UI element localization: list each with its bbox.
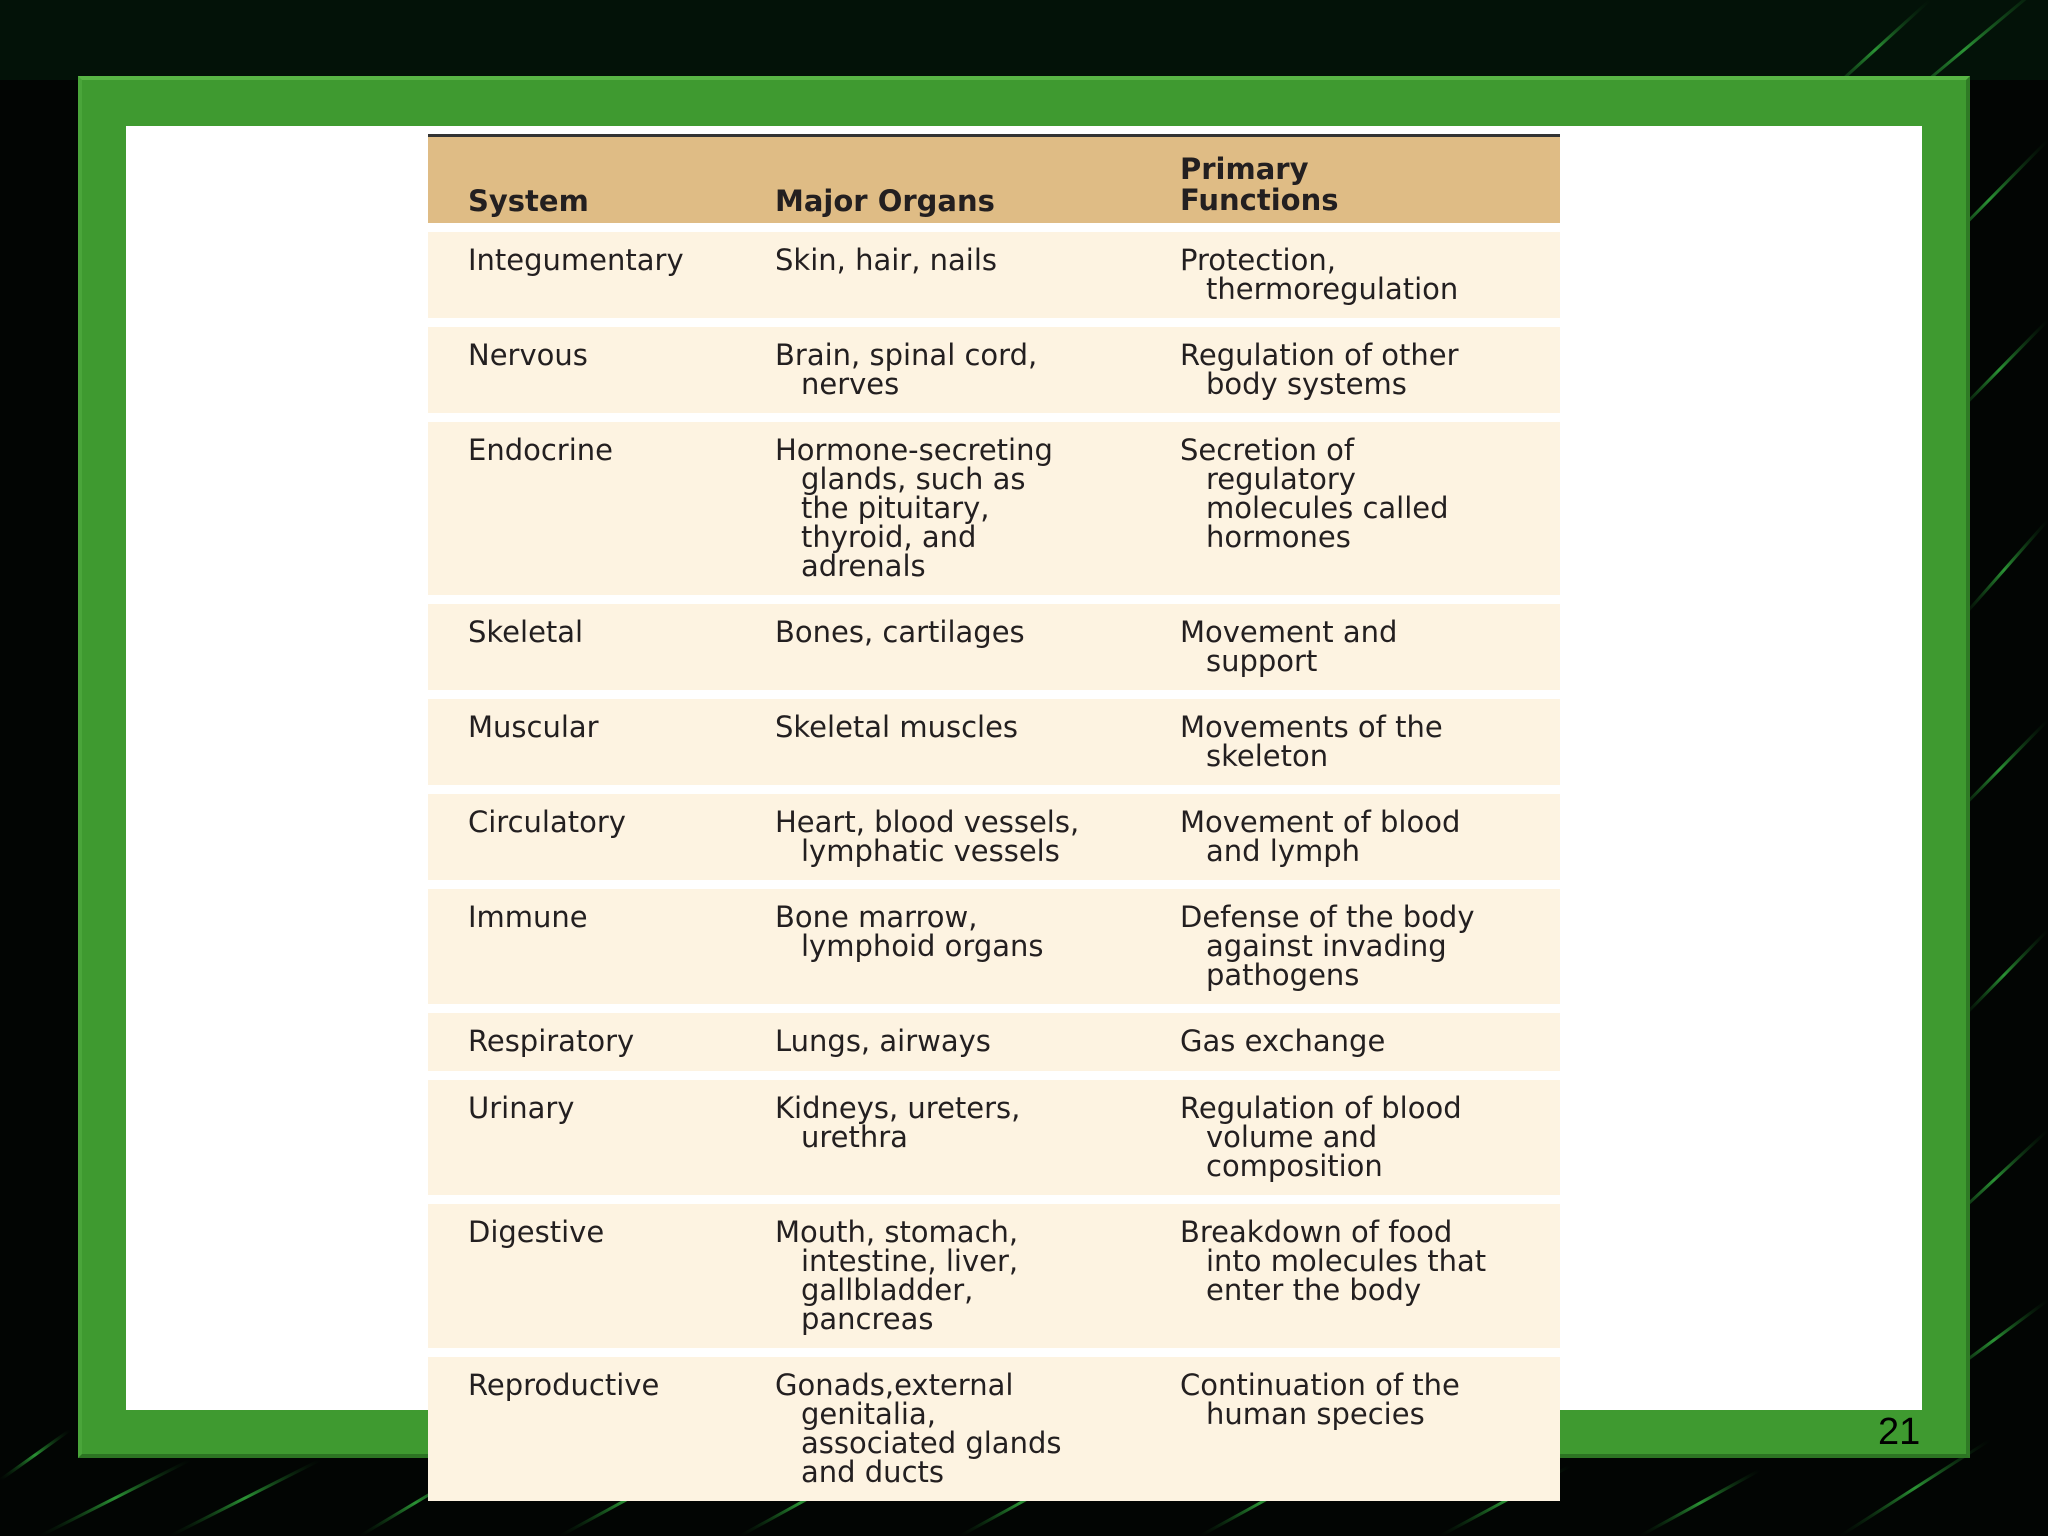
- cell-text-line: volume and: [1206, 1120, 1378, 1154]
- table-cell-functions: [1180, 900, 1475, 992]
- table-cell-organs: [775, 710, 1019, 744]
- header-line: Primary: [1180, 152, 1309, 186]
- table-cell-functions: [1180, 1215, 1487, 1307]
- table-row: [428, 232, 1560, 318]
- table-row: [428, 794, 1560, 880]
- table-row: [428, 327, 1560, 413]
- cell-text-line: skeleton: [1206, 739, 1329, 773]
- page-number: 21: [1878, 1411, 1921, 1453]
- cell-text-line: Skeletal: [468, 615, 584, 649]
- cell-text-line: Reproductive: [468, 1368, 660, 1402]
- cell-text-line: hormones: [1206, 520, 1351, 554]
- cell-text-line: Hormone-secreting: [775, 433, 1053, 467]
- cell-text-line: nerves: [801, 367, 900, 401]
- cell-text-line: genitalia,: [801, 1397, 936, 1431]
- table-cell-functions: [1180, 338, 1459, 401]
- cell-text-line: regulatory: [1206, 462, 1356, 496]
- table-cell-system: [468, 243, 684, 277]
- cell-text-line: Kidneys, ureters,: [775, 1091, 1021, 1125]
- cell-text-line: composition: [1206, 1149, 1383, 1183]
- header-major-organs: [775, 186, 995, 217]
- cell-text-line: body systems: [1206, 367, 1407, 401]
- table-row: [428, 1013, 1560, 1071]
- cell-text-line: thyroid, and: [801, 520, 977, 554]
- table-cell-organs: [775, 615, 1025, 649]
- table-cell-system: [468, 805, 626, 839]
- table-row: [428, 1357, 1560, 1501]
- cell-text-line: the pituitary,: [801, 491, 990, 525]
- cell-text-line: Gonads,external: [775, 1368, 1014, 1402]
- table-cell-organs: [775, 243, 998, 277]
- cell-text-line: Brain, spinal cord,: [775, 338, 1038, 372]
- cell-text-line: Mouth, stomach,: [775, 1215, 1019, 1249]
- cell-text-line: Bones, cartilages: [775, 615, 1025, 649]
- cell-text-line: glands, such as: [801, 462, 1026, 496]
- cell-text-line: intestine, liver,: [801, 1244, 1019, 1278]
- table-cell-system: [468, 615, 584, 649]
- cell-text-line: Heart, blood vessels,: [775, 805, 1080, 839]
- body-systems-table: [428, 134, 1560, 1489]
- table-cell-functions: [1180, 1024, 1386, 1058]
- cell-text-line: adrenals: [801, 549, 926, 583]
- table-cell-organs: [775, 1368, 1062, 1489]
- cell-text-line: molecules called: [1206, 491, 1449, 525]
- cell-text-line: Skeletal muscles: [775, 710, 1019, 744]
- cell-text-line: Movement of blood: [1180, 805, 1461, 839]
- cell-text-line: Urinary: [468, 1091, 575, 1125]
- cell-text-line: against invading: [1206, 929, 1447, 963]
- cell-text-line: Nervous: [468, 338, 588, 372]
- cell-text-line: Gas exchange: [1180, 1024, 1386, 1058]
- cell-text-line: support: [1206, 644, 1318, 678]
- header-primary-functions: [1180, 154, 1338, 216]
- table-cell-organs: [775, 338, 1038, 401]
- header-line: Functions: [1180, 183, 1339, 217]
- table-cell-functions: [1180, 1091, 1462, 1183]
- table-header-row: [428, 137, 1560, 223]
- table-cell-organs: [775, 805, 1080, 868]
- table-cell-system: [468, 1024, 635, 1058]
- cell-text-line: Respiratory: [468, 1024, 635, 1058]
- table-cell-functions: [1180, 710, 1443, 773]
- cell-text-line: and ducts: [801, 1455, 944, 1489]
- cell-text-line: Digestive: [468, 1215, 605, 1249]
- cell-text-line: human species: [1206, 1397, 1425, 1431]
- cell-text-line: Circulatory: [468, 805, 626, 839]
- cell-text-line: Lungs, airways: [775, 1024, 991, 1058]
- cell-text-line: pathogens: [1206, 958, 1360, 992]
- table-cell-functions: [1180, 615, 1398, 678]
- table-cell-functions: [1180, 433, 1449, 554]
- table-cell-system: [468, 338, 588, 372]
- cell-text-line: Movement and: [1180, 615, 1398, 649]
- cell-text-line: enter the body: [1206, 1273, 1422, 1307]
- header-line: Major Organs: [775, 184, 995, 218]
- cell-text-line: Continuation of the: [1180, 1368, 1460, 1402]
- cell-text-line: lymphoid organs: [801, 929, 1044, 963]
- cell-text-line: Regulation of blood: [1180, 1091, 1462, 1125]
- table-cell-functions: [1180, 243, 1459, 306]
- cell-text-line: Defense of the body: [1180, 900, 1475, 934]
- cell-text-line: thermoregulation: [1206, 272, 1459, 306]
- table-row: [428, 699, 1560, 785]
- header-line: System: [468, 184, 589, 218]
- table-cell-organs: [775, 433, 1053, 583]
- table-cell-organs: [775, 1215, 1019, 1336]
- table-cell-system: [468, 1091, 575, 1125]
- header-system: [468, 186, 589, 217]
- cell-text-line: pancreas: [801, 1302, 934, 1336]
- cell-text-line: gallbladder,: [801, 1273, 974, 1307]
- cell-text-line: Protection,: [1180, 243, 1336, 277]
- table-cell-system: [468, 900, 588, 934]
- table-cell-functions: [1180, 805, 1461, 868]
- table-cell-system: [468, 433, 613, 467]
- cell-text-line: and lymph: [1206, 834, 1361, 868]
- table-row: [428, 1080, 1560, 1195]
- cell-text-line: Endocrine: [468, 433, 613, 467]
- table-row: [428, 1204, 1560, 1348]
- cell-text-line: Breakdown of food: [1180, 1215, 1453, 1249]
- table-cell-functions: [1180, 1368, 1460, 1431]
- cell-text-line: Bone marrow,: [775, 900, 978, 934]
- cell-text-line: associated glands: [801, 1426, 1062, 1460]
- cell-text-line: Skin, hair, nails: [775, 243, 998, 277]
- table-cell-organs: [775, 1091, 1021, 1154]
- cell-text-line: Integumentary: [468, 243, 684, 277]
- table-row: [428, 422, 1560, 595]
- table-cell-system: [468, 1215, 605, 1249]
- cell-text-line: urethra: [801, 1120, 908, 1154]
- table-cell-organs: [775, 1024, 991, 1058]
- table-cell-system: [468, 1368, 660, 1402]
- cell-text-line: into molecules that: [1206, 1244, 1487, 1278]
- cell-text-line: Secretion of: [1180, 433, 1355, 467]
- table-cell-organs: [775, 900, 1044, 963]
- table-row: [428, 889, 1560, 1004]
- table-cell-system: [468, 710, 599, 744]
- cell-text-line: lymphatic vessels: [801, 834, 1060, 868]
- cell-text-line: Regulation of other: [1180, 338, 1459, 372]
- cell-text-line: Muscular: [468, 710, 599, 744]
- cell-text-line: Immune: [468, 900, 588, 934]
- table-row: [428, 604, 1560, 690]
- cell-text-line: Movements of the: [1180, 710, 1443, 744]
